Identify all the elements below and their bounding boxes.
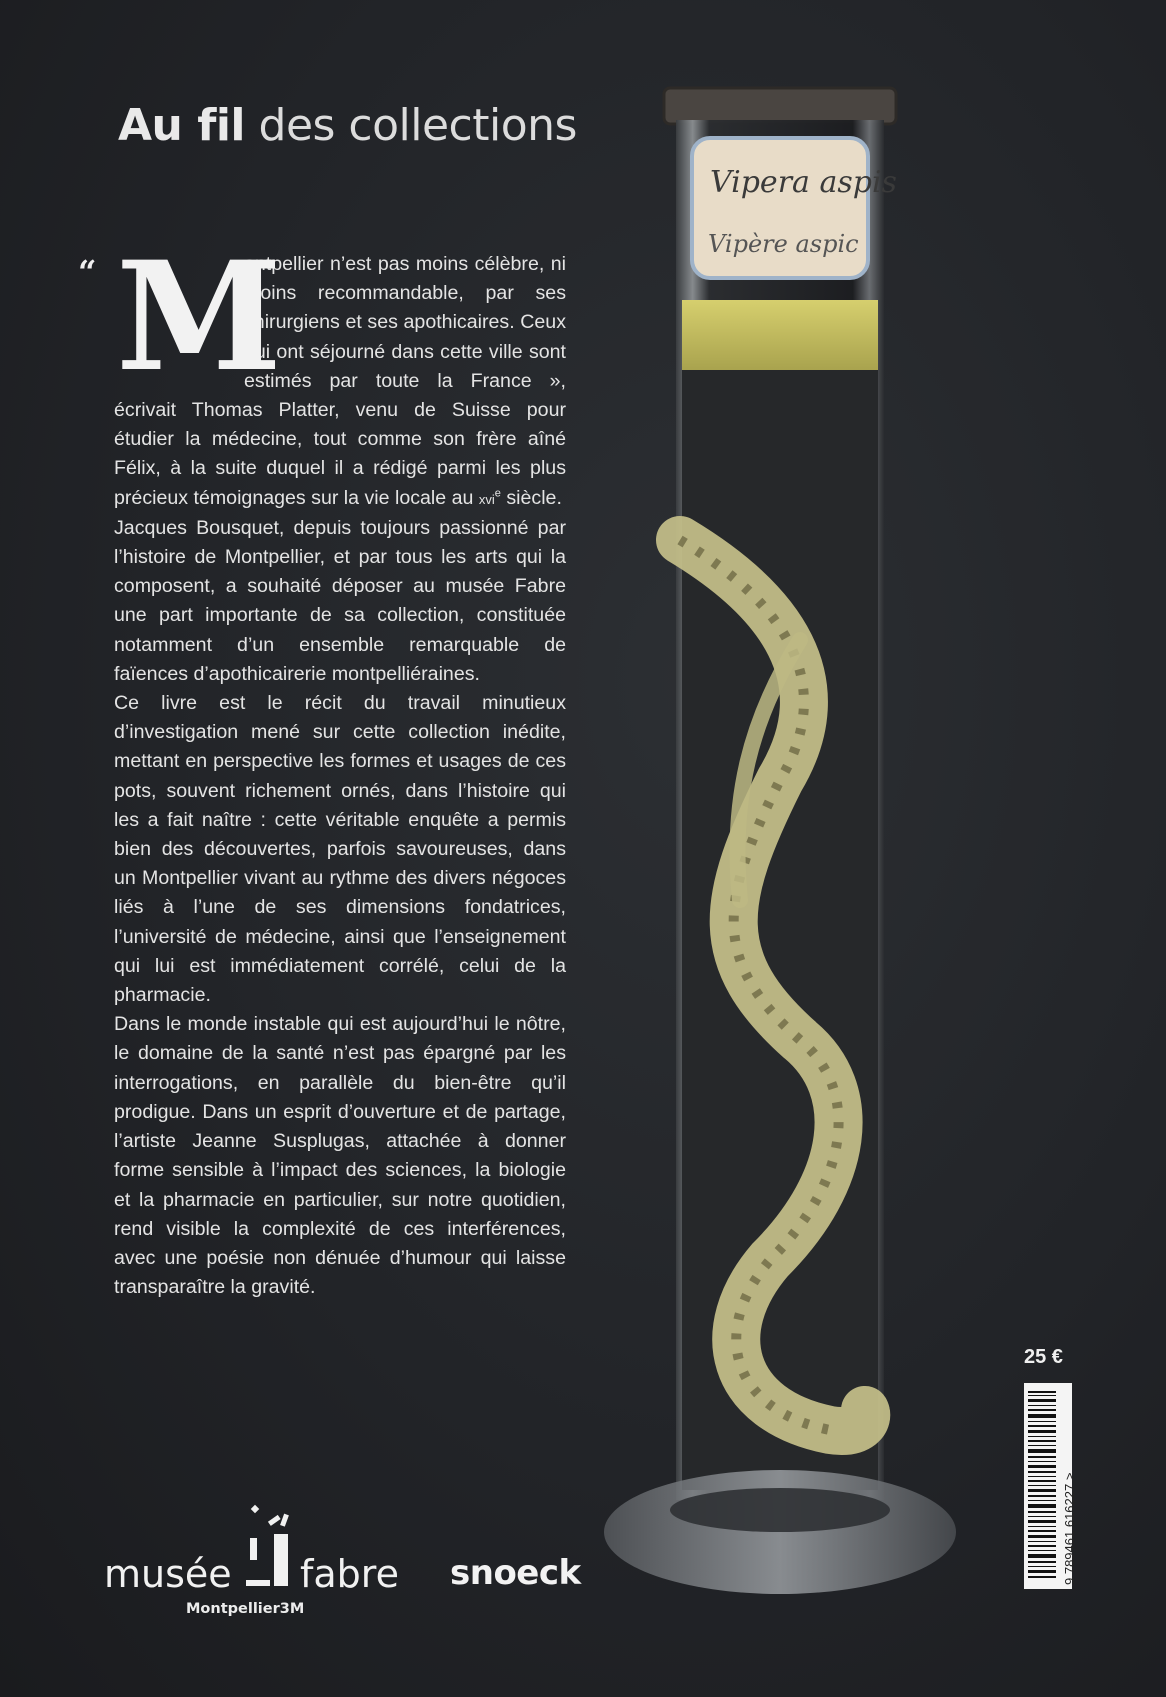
blurb-paragraph-3: Ce livre est le récit du travail minutieux d’investigation mené sur cette collection inédite, mettant en perspective les formes et usages de ces pots, souvent richement ornés, dans l’histoire qui les a fait naître : cette véritable enquête a permis bien des découvertes, parfois savoureuses, dans un Montpellier vivant au rythme des divers négoces liés à l’une de ses dimensions fondatrices, l’université de médecine, ainsi que l’enseignement qui lui est immédiatement corrélé, celui de la pharmacie. bbox=[114, 692, 566, 1007]
series-title bbox=[118, 100, 577, 151]
blurb-paragraph-1 bbox=[78, 229, 566, 514]
blurb-paragraph-1-text: ontpellier n’est pas moins célèbre, ni moins recommandable, par ses chirurgiens et ses apothicaires. Ceux qui ont séjourné dans cette ville sont estimés par toute la France », écrivait Thomas Platter, venu de Suisse pour étudier la médecine, tout comme son frère aîné Félix, à la suite duquel il a rédigé parmi les plus précieux témoignages sur la vie locale au bbox=[114, 253, 566, 509]
logo-musee-word: musée bbox=[104, 1552, 232, 1596]
musee-fabre-mark-icon bbox=[232, 1504, 302, 1596]
barcode-digits: 9 789461 616227 > bbox=[1062, 1472, 1077, 1585]
publisher-name: snoeck bbox=[450, 1553, 581, 1593]
series-title-light: des collections bbox=[258, 100, 577, 151]
logo-city-word: Montpellier3M bbox=[186, 1601, 305, 1617]
series-title-bold: Au fil bbox=[118, 100, 246, 151]
century-superscript: e bbox=[494, 487, 501, 500]
specimen-jar-illustration bbox=[600, 80, 960, 1620]
jar-liquid-top bbox=[682, 300, 878, 370]
jar-base-inner bbox=[670, 1488, 890, 1532]
blurb-paragraph-2: Jacques Bousquet, depuis toujours passionné par l’histoire de Montpellier, et par tous les arts qui la composent, a souhaité déposer au musée Fabre une part importante de sa collection, constituée notamment d’un ensemble remarquable de faïences d’apothicairerie montpelliéraines. bbox=[114, 516, 566, 685]
century-numeral: xvi bbox=[478, 491, 495, 507]
dropcap-block bbox=[78, 229, 283, 405]
price-tag: 25 € bbox=[1024, 1346, 1063, 1368]
blurb-text bbox=[78, 229, 566, 1302]
jar-label-line-1: Vipera aspis bbox=[710, 165, 897, 200]
blurb-paragraph-1-end: siècle. bbox=[506, 486, 562, 509]
dropcap-letter: M bbox=[116, 229, 283, 405]
opening-quote: “ bbox=[78, 253, 97, 291]
blurb-paragraph-4: Dans le monde instable qui est aujourd’hui le nôtre, le domaine de la santé n’est pas épargné par les interrogations, en parallèle du bien-être qu’il prodigue. Dans un esprit d’ouverture et de partage, l’artiste Jeanne Susplugas, attachée à donner forme sensible à l’impact des sciences, la biologie et la pharmacie en particulier, sur notre quotidien, rend visible la complexité de ces interférences, avec une poésie non dénuée d’humour qui laisse transparaître la gravité. bbox=[114, 1013, 566, 1299]
logo-fabre-word: fabre bbox=[300, 1552, 399, 1596]
jar-label-line-2: Vipère aspic bbox=[708, 230, 859, 258]
jar-lid bbox=[664, 88, 896, 124]
